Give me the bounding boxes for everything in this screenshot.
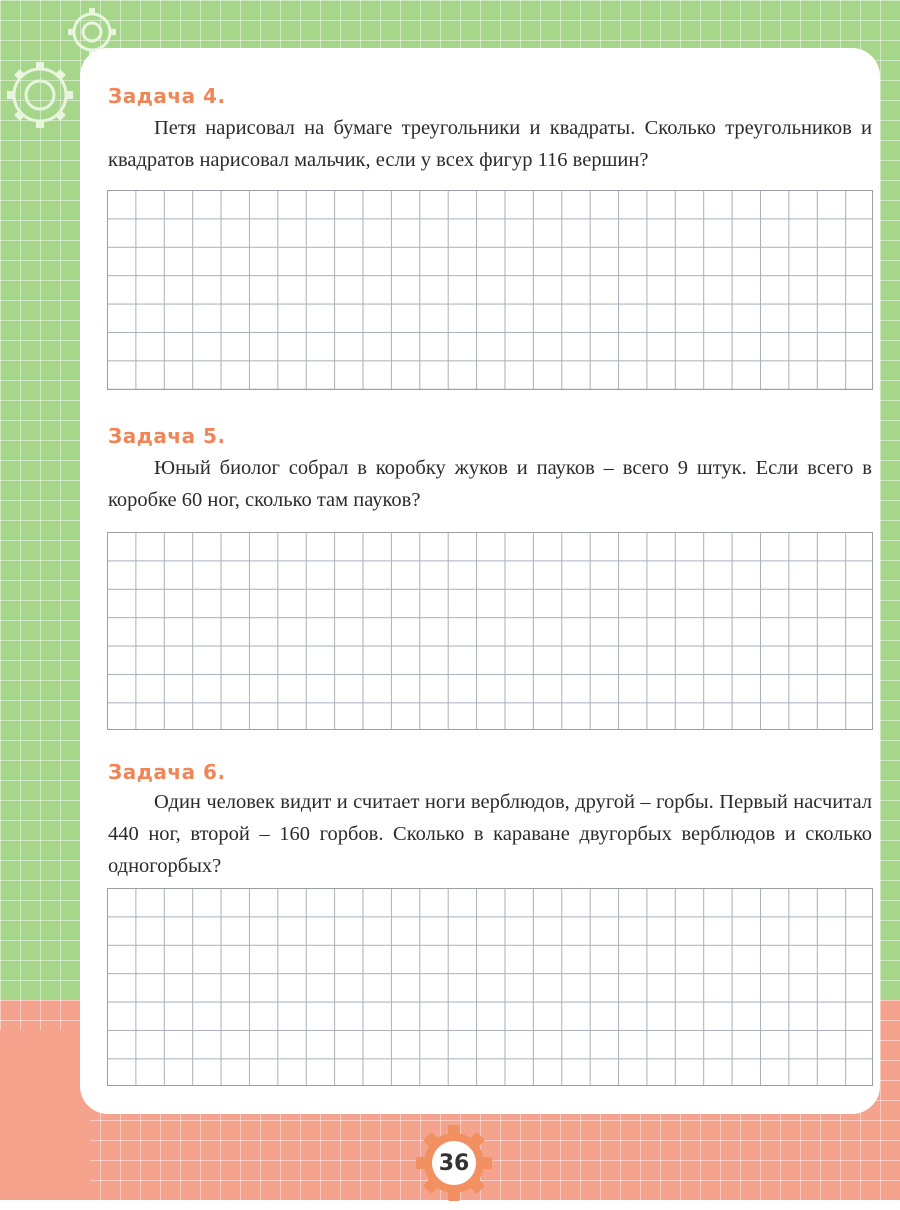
- task-6-answer-grid[interactable]: [107, 888, 873, 1086]
- page-background-bottom-left: [0, 1030, 90, 1200]
- page-number-badge: [412, 1121, 496, 1205]
- task-4-text: Петя нарисовал на бумаге треугольники и квадраты. Сколько треугольников и квадратов нарисовал мальчик, если у всех фигур 116 вершин?: [108, 117, 872, 171]
- task-5-answer-grid[interactable]: [107, 532, 873, 730]
- task-4-answer-grid[interactable]: [107, 190, 873, 390]
- task-5-title: Задача 5.: [108, 424, 226, 448]
- task-6-text: Один человек видит и считает ноги верблюдов, другой – горбы. Первый насчитал 440 ног, второй – 160 горбов. Сколько в караване двугорбых верблюдов и сколько одногорбых?: [108, 791, 872, 877]
- page-number: 36: [438, 1150, 470, 1176]
- task-5-text: Юный биолог собрал в коробку жуков и пауков – всего 9 штук. Если всего в коробке 60 ног, сколько там пауков?: [108, 457, 872, 511]
- task-6-title: Задача 6.: [108, 760, 226, 784]
- task-4-title: Задача 4.: [108, 84, 226, 108]
